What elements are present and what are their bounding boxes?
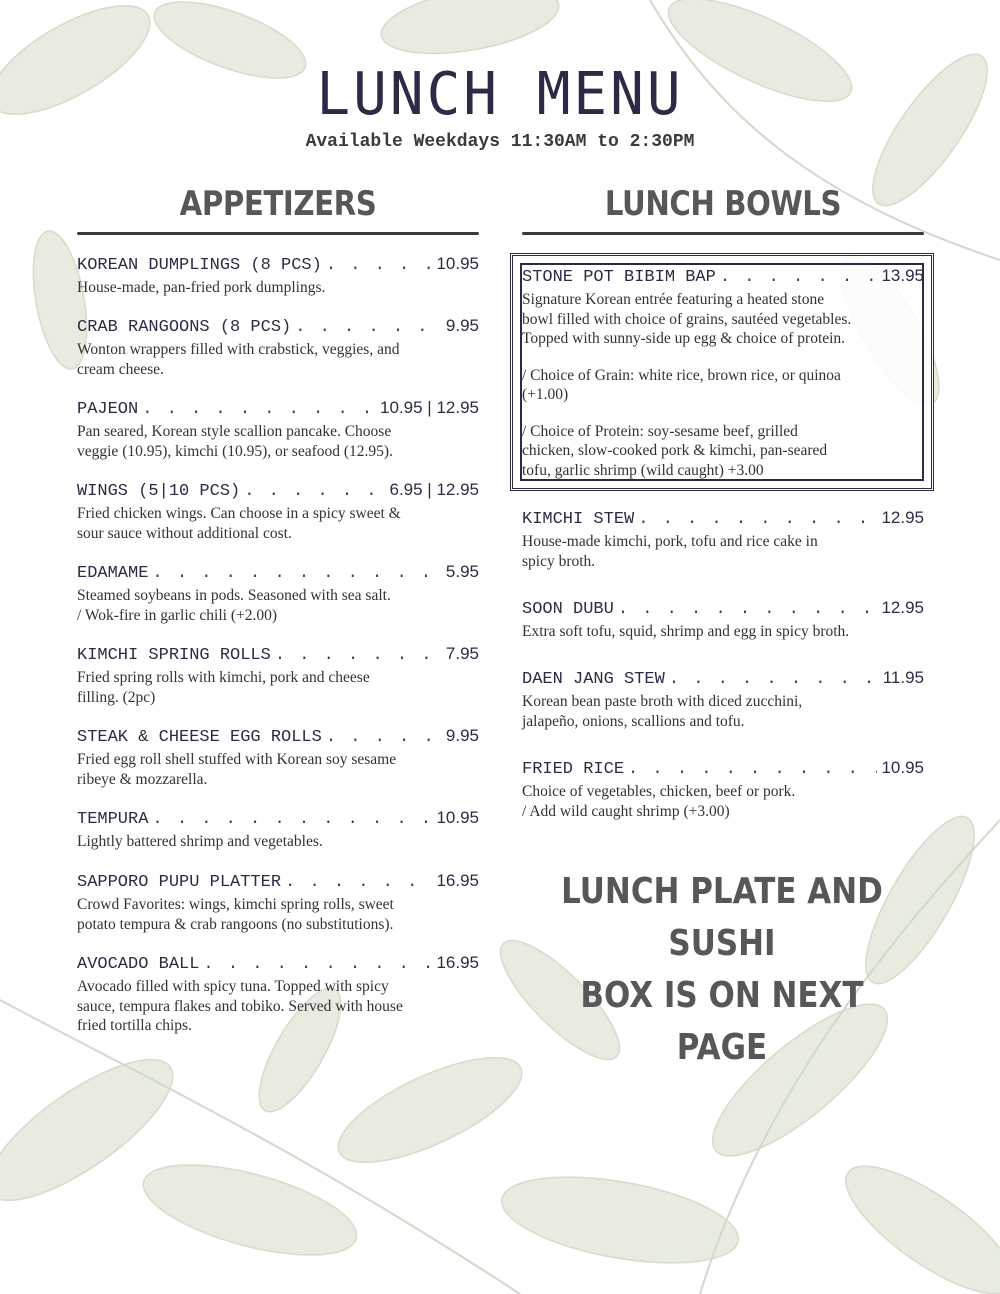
item-price: 7.95 (445, 644, 479, 663)
lunch-bowls-divider (522, 232, 924, 235)
menu-item-korean-dumplings (77, 254, 479, 316)
dot-leader (275, 646, 442, 666)
item-name: SAPPORO PUPU PLATTER (77, 873, 282, 892)
lunch-bowls-list (522, 508, 924, 821)
menu-item-kimchi-stew (522, 508, 924, 598)
item-description: Wonton wrappers filled with crabstick, veggies, and cream cheese. (77, 341, 400, 378)
item-price: 16.95 (436, 871, 479, 890)
item-description: House-made, pan-fried pork dumplings. (77, 279, 326, 296)
menu-item-daen-jang-stew (522, 668, 924, 758)
dot-leader (618, 600, 878, 620)
item-price: 10.95 | 12.95 (380, 398, 479, 417)
menu-item-stone-pot-bibim-bap (522, 266, 924, 480)
item-description: Fried egg roll shell stuffed with Korean soy sesame ribeye & mozzarella. (77, 751, 397, 788)
item-description: Avocado filled with spicy tuna. Topped with spicy sauce, tempura flakes and tobiko. Served with house fried tortilla chips. (77, 978, 403, 1034)
appetizers-divider (77, 232, 479, 235)
item-price: 9.95 (445, 316, 479, 335)
menu-item-pajeon (77, 398, 479, 480)
dot-leader (152, 810, 432, 830)
availability-subtitle: Available Weekdays 11:30AM to 2:30PM (305, 132, 695, 152)
item-name: KIMCHI SPRING ROLLS (77, 646, 271, 665)
protein-choice: / Choice of Protein: soy-sesame beef, grilled chicken, slow-cooked pork & kimchi, pan-seared tofu, garlic shrimp (wild caught) +3.00 (522, 422, 828, 479)
item-price: 16.95 (436, 953, 479, 972)
dot-leader (628, 760, 877, 780)
dot-leader (203, 955, 432, 975)
dot-leader (669, 670, 879, 690)
menu-item-fried-rice (522, 758, 924, 821)
item-name: EDAMAME (77, 564, 149, 583)
item-name: STONE POT BIBIM BAP (522, 268, 716, 287)
lunch-bowls-heading: LUNCH BOWLS (604, 184, 842, 224)
menu-item-crab-rangoons (77, 316, 479, 398)
item-description: Choice of vegetables, chicken, beef or pork. / Add wild caught shrimp (+3.00) (522, 783, 796, 820)
item-price: 10.95 (436, 254, 479, 273)
dot-leader (142, 400, 376, 420)
item-price: 12.95 (881, 598, 924, 617)
menu-item-sapporo-pupu-platter (77, 871, 479, 953)
item-description: Steamed soybeans in pods. Seasoned with sea salt. / Wok-fire in garlic chili (+2.00) (77, 587, 391, 624)
next-page-note: LUNCH PLATE AND SUSHI BOX IS ON NEXT PAGE (561, 871, 883, 1068)
dot-leader (152, 564, 441, 584)
item-name: STEAK & CHEESE EGG ROLLS (77, 728, 322, 747)
item-name: KOREAN DUMPLINGS (8 PCS) (77, 256, 322, 275)
item-description: House-made kimchi, pork, tofu and rice cake in spicy broth. (522, 533, 818, 570)
dot-leader (720, 268, 878, 288)
item-description: Extra soft tofu, squid, shrimp and egg in spicy broth. (522, 623, 850, 640)
item-price: 10.95 (881, 758, 924, 777)
menu-item-avocado-ball (77, 953, 479, 1036)
dot-leader (244, 482, 385, 502)
item-description: Korean bean paste broth with diced zucchini, jalapeño, onions, scallions and tofu. (522, 693, 803, 730)
dot-leader (285, 873, 432, 893)
dot-leader (295, 318, 442, 338)
item-price: 13.95 (881, 266, 924, 285)
menu-item-kimchi-spring-rolls (77, 644, 479, 726)
item-name: DAEN JANG STEW (522, 670, 665, 689)
item-price: 12.95 (881, 508, 924, 527)
item-name: TEMPURA (77, 810, 149, 829)
item-description: Signature Korean entrée featuring a heated stone bowl filled with choice of grains, sautéed vegetables. Topped with sunny-side up egg & choice of protein. (522, 291, 852, 347)
item-price: 10.95 (436, 808, 479, 827)
item-description: Fried spring rolls with kimchi, pork and cheese filling. (2pc) (77, 669, 370, 706)
grain-choice: / Choice of Grain: white rice, brown rice, or quinoa (+1.00) (522, 366, 841, 403)
item-description: Lightly battered shrimp and vegetables. (77, 833, 323, 850)
item-name: CRAB RANGOONS (8 PCS) (77, 318, 292, 337)
item-name: WINGS (5|10 PCS) (77, 482, 241, 501)
appetizers-list (77, 254, 479, 1036)
item-price: 9.95 (445, 726, 479, 745)
menu-item-steak-cheese-egg-rolls (77, 726, 479, 808)
item-name: SOON DUBU (522, 600, 614, 619)
item-description: Fried chicken wings. Can choose in a spicy sweet & sour sauce without additional cost. (77, 505, 401, 542)
dot-leader (326, 728, 442, 748)
item-price: 6.95 | 12.95 (389, 480, 479, 499)
page-title: LUNCH MENU (316, 60, 684, 129)
item-description: Pan seared, Korean style scallion pancake. Choose veggie (10.95), kimchi (10.95), or seafood (12.95). (77, 423, 393, 460)
menu-item-soon-dubu (522, 598, 924, 668)
item-name: FRIED RICE (522, 760, 625, 779)
dot-leader (638, 510, 877, 530)
item-description: Crowd Favorites: wings, kimchi spring rolls, sweet potato tempura & crab rangoons (no substitutions). (77, 896, 394, 933)
item-name: KIMCHI STEW (522, 510, 635, 529)
item-name: PAJEON (77, 400, 139, 419)
dot-leader (326, 256, 433, 276)
menu-item-tempura (77, 808, 479, 871)
menu-item-edamame (77, 562, 479, 644)
item-price: 5.95 (445, 562, 479, 581)
item-price: 11.95 (882, 668, 924, 687)
item-name: AVOCADO BALL (77, 955, 200, 974)
appetizers-heading: APPETIZERS (179, 184, 377, 224)
menu-item-wings (77, 480, 479, 562)
